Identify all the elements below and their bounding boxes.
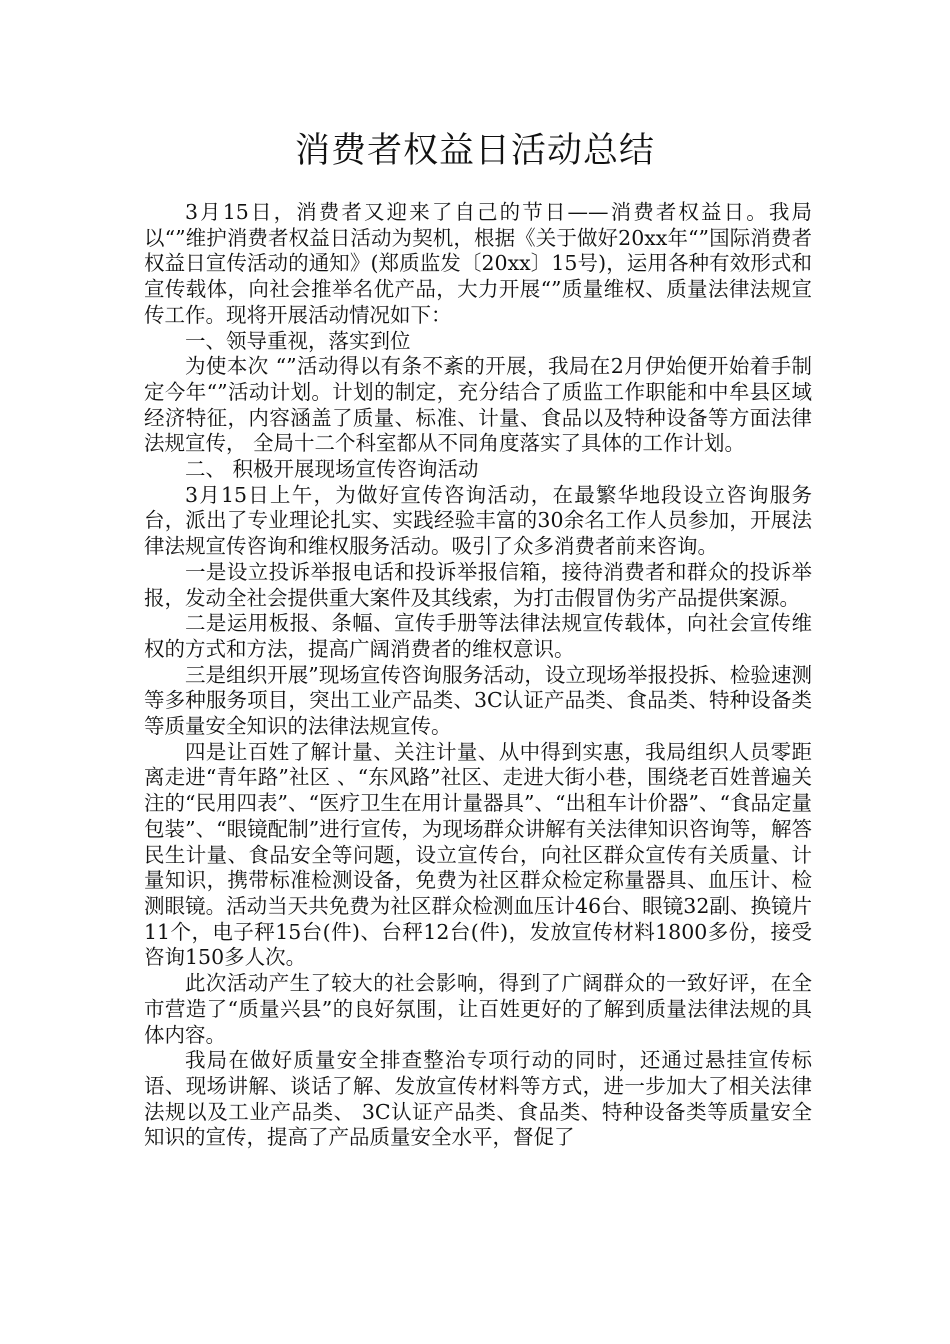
paragraph-item-3: 三是组织开展”现场宣传咨询服务活动，设立现场举报投拆、检验速测等多种服务项目，突出工业产品类、3C认证产品类、食品类、特种设备类等质量安全知识的法律法规宣传。 bbox=[144, 662, 812, 739]
document-title: 消费者权益日活动总结 bbox=[294, 131, 655, 171]
document-body bbox=[144, 200, 812, 1151]
section-heading-2: 二、 积极开展现场宣传咨询活动 bbox=[185, 457, 479, 482]
paragraph-item-2: 二是运用板报、条幅、宣传手册等法律法规宣传载体，向社会宣传维权的方式和方法，提高广阔消费者的维权意识。 bbox=[144, 611, 812, 661]
section-heading-1: 一、领导重视，落实到位 bbox=[185, 328, 411, 353]
paragraph-section-2: 3月15日上午，为做好宣传咨询活动，在最繁华地段设立咨询服务台，派出了专业理论扎实、实践经验丰富的30余名工作人员参加，开展法律法规宣传咨询和维权服务活动。吸引了众多消费者前来咨询。 bbox=[144, 482, 812, 559]
paragraph-item-4: 四是让百姓了解计量、关注计量、从中得到实惠，我局组织人员零距离走进“青年路”社区 、“东风路”社区、走进大街小巷，围绕老百姓普遍关注的“民用四表”、“医疗卫生在用计量器具”、“出租车计价器”、“食品定量包装”、“眼镜配制”进行宣传，为现场群众讲解有关法律知识咨询等，解答民生计量、食品安全等问题，设立宣传台，向社区群众宣传有关质量、计量知识，携带标准检测设备，免费为社区群众检定称量器具、血压计、检测眼镜。活动当天共免费为社区群众检测血压计46台、眼镜32副、换镜片11个，电子秤15台(件)、台秤12台(件)，发放宣传材料1800多份，接受咨询150多人次。 bbox=[144, 739, 812, 970]
paragraph-intro: 3月15日，消费者又迎来了自己的节日——消费者权益日。我局以“”维护消费者权益日活动为契机，根据《关于做好20xx年“”国际消费者权益日宣传活动的通知》(郑质监发〔20xx〕15号)，运用各种有效形式和宣传载体，向社会推举名优产品，大力开展“”质量维权、质量法律法规宣传工作。现将开展活动情况如下： bbox=[144, 200, 812, 327]
paragraph-item-1: 一是设立投诉举报电话和投诉举报信箱，接待消费者和群众的投诉举报，发动全社会提供重大案件及其线索，为打击假冒伪劣产品提供案源。 bbox=[144, 559, 812, 610]
paragraph-impact: 此次活动产生了较大的社会影响，得到了广阔群众的一致好评，在全市营造了“质量兴县”的良好氛围，让百姓更好的了解到质量法律法规的具体内容。 bbox=[144, 971, 812, 1047]
paragraph-section-1: 为使本次 “”活动得以有条不紊的开展，我局在2月伊始便开始着手制定今年“”活动计划。计划的制定，充分结合了质监工作职能和中牟县区域经济特征，内容涵盖了质量、标准、计量、食品以及特种设备等方面法律法规宣传， 全局十二个科室都从不同角度落实了具体的工作计划。 bbox=[144, 354, 812, 456]
paragraph-followup: 我局在做好质量安全排查整治专项行动的同时，还通过悬挂宣传标语、现场讲解、谈话了解、发放宣传材料等方式，进一步加大了相关法律法规以及工业产品类、 3C认证产品类、食品类、特种设备类等质量安全知识的宣传，提高了产品质量安全水平，督促了 bbox=[144, 1048, 812, 1150]
